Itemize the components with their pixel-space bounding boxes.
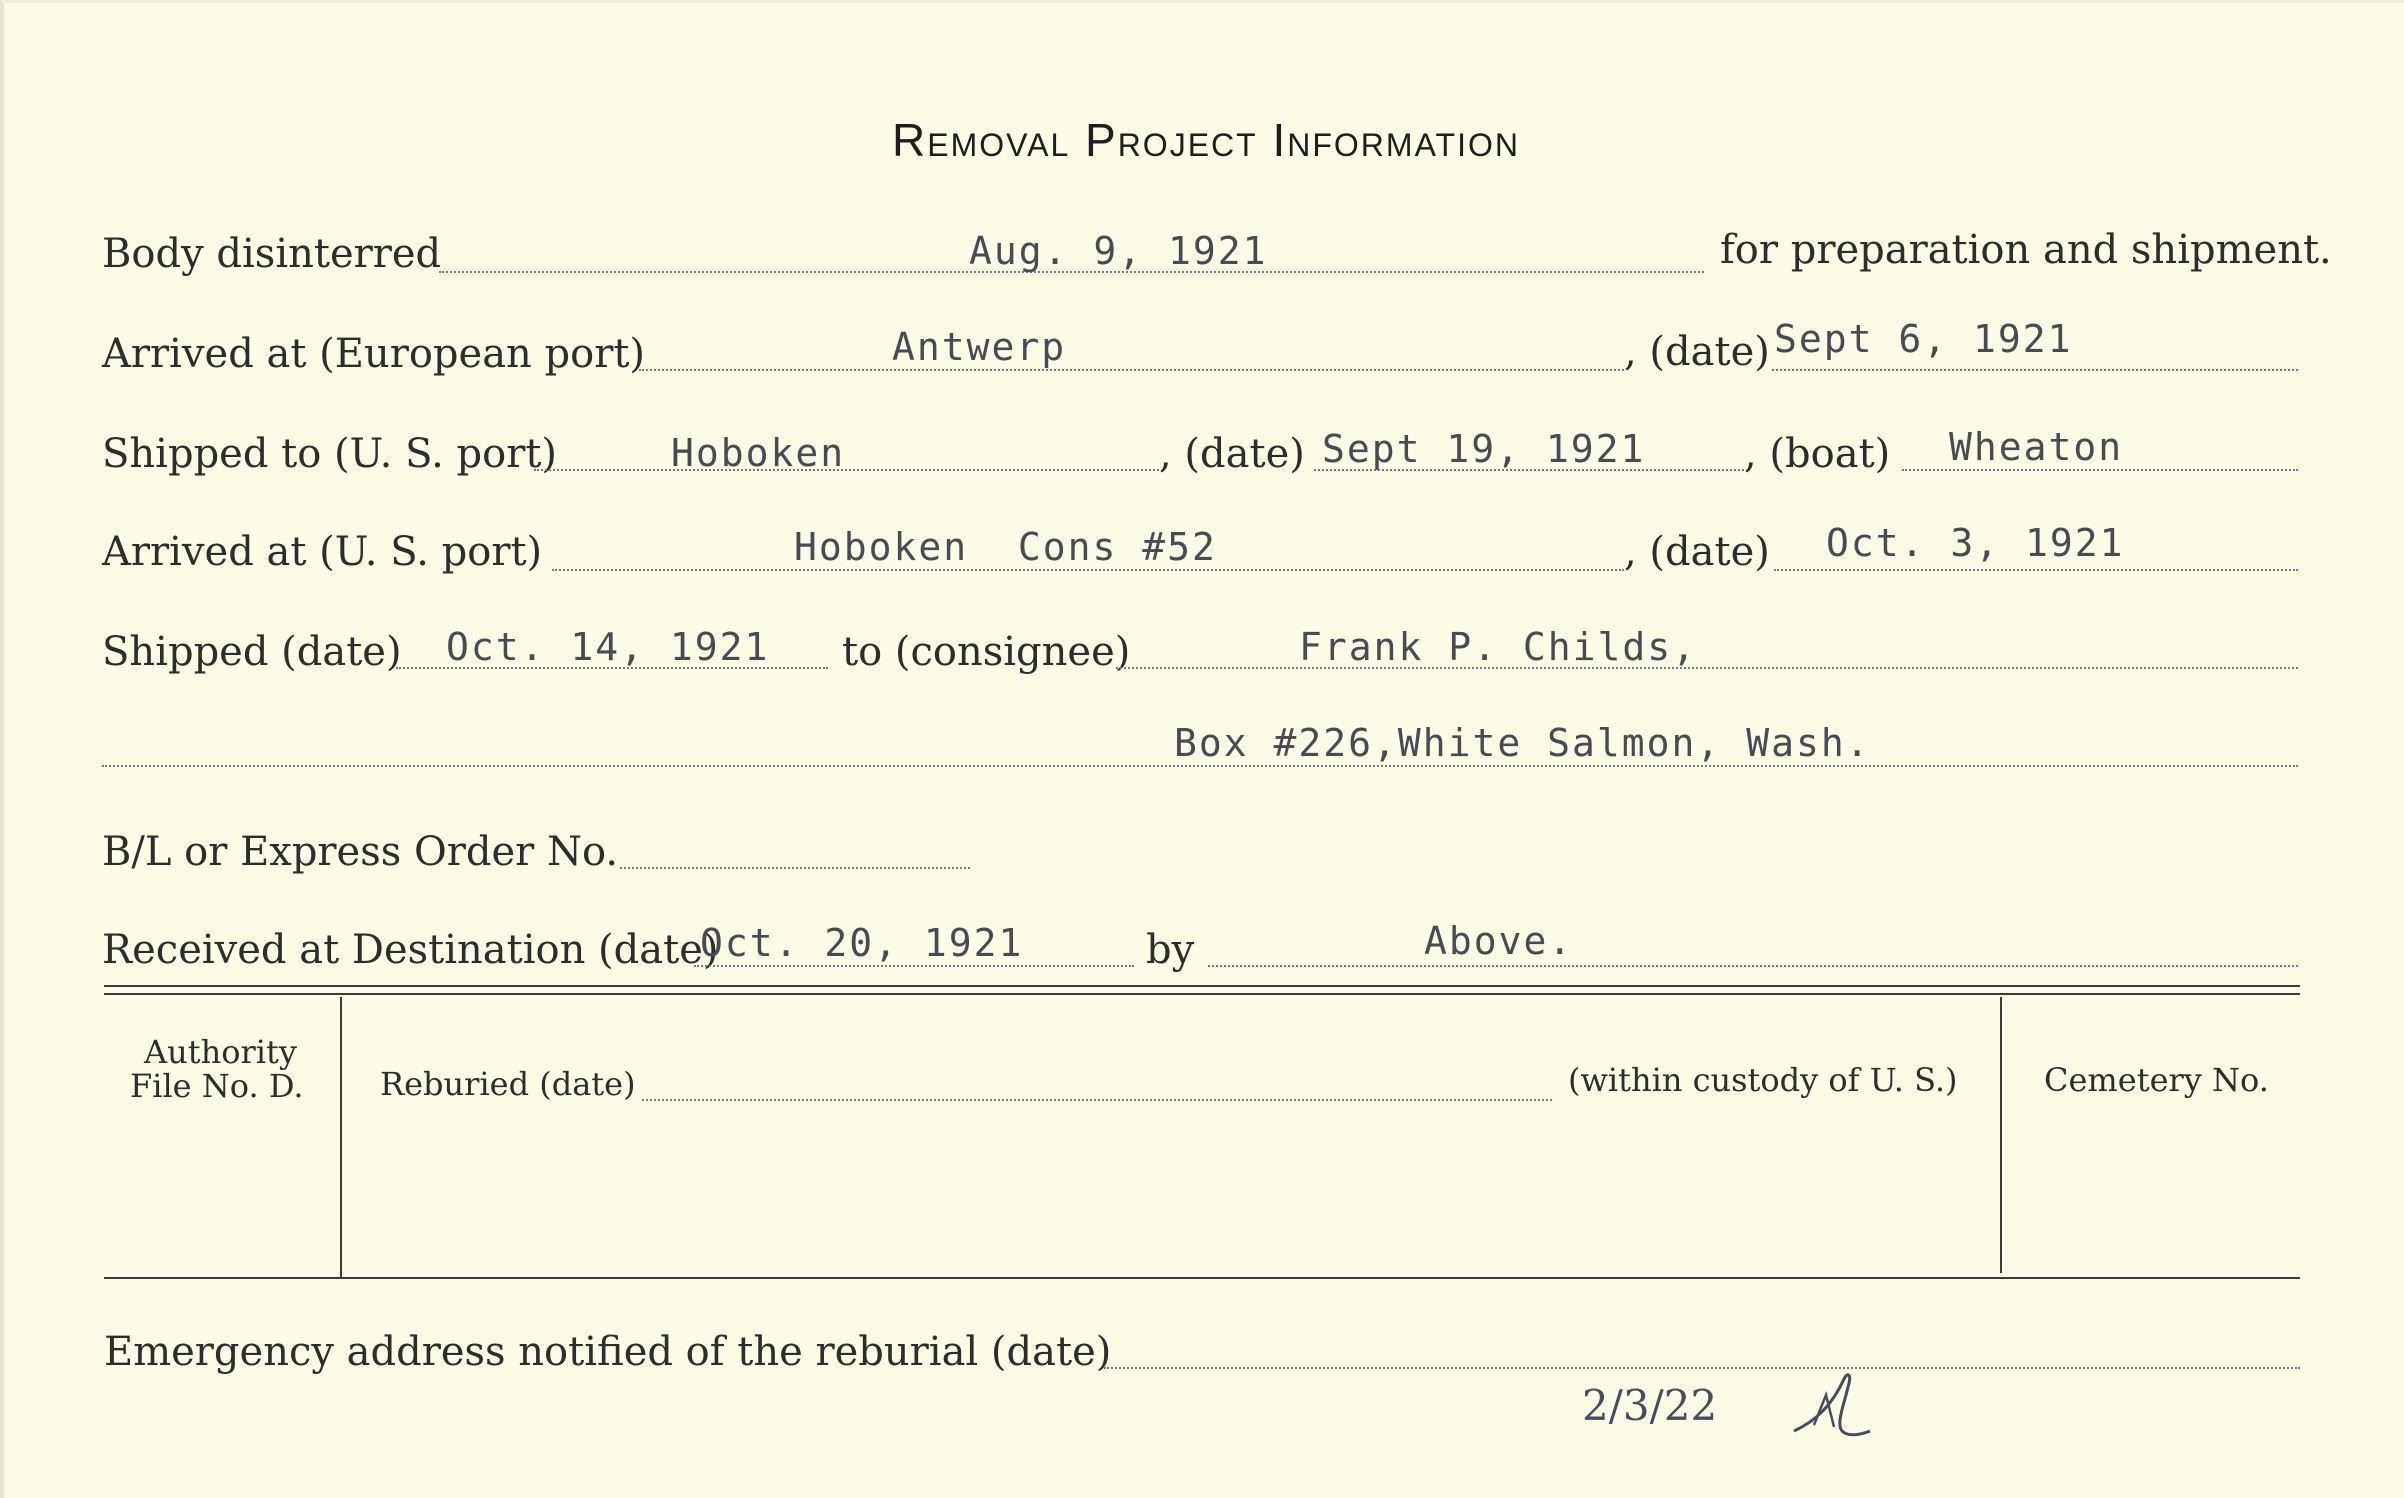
us-port-date-label: , (date) bbox=[1159, 431, 1305, 477]
footer-date: 2/3/22 bbox=[1582, 1381, 1718, 1430]
arrived-us-line bbox=[552, 569, 1624, 571]
consignee-line bbox=[1116, 667, 2298, 669]
arrived-us-date-line bbox=[1774, 569, 2298, 571]
european-date-label: , (date) bbox=[1624, 329, 1770, 375]
table-divider-left bbox=[340, 997, 342, 1277]
received-date-line bbox=[694, 965, 1134, 967]
cemetery-label: Cemetery No. bbox=[2044, 1061, 2269, 1099]
by-label: by bbox=[1146, 927, 1195, 973]
address-line bbox=[102, 765, 2298, 767]
european-port-value: Antwerp bbox=[892, 325, 1067, 369]
shipped-date-label: Shipped (date) bbox=[102, 629, 402, 675]
us-port-value: Hoboken bbox=[671, 431, 846, 475]
emergency-label: Emergency address notified of the reburial (date) bbox=[104, 1329, 1112, 1375]
us-port-label: Shipped to (U. S. port) bbox=[102, 431, 557, 477]
us-port-line bbox=[534, 469, 1159, 471]
reburied-line bbox=[642, 1099, 1552, 1101]
authority-label: Authority bbox=[144, 1033, 297, 1071]
arrived-us-date-value: Oct. 3, 1921 bbox=[1826, 521, 2125, 565]
consignee-value: Frank P. Childs, bbox=[1299, 625, 1698, 669]
initials-signature-drawing bbox=[1786, 1365, 1876, 1445]
disinterred-value: Aug. 9, 1921 bbox=[969, 229, 1268, 273]
received-label: Received at Destination (date) bbox=[102, 927, 719, 973]
european-port-label: Arrived at (European port) bbox=[102, 331, 646, 377]
reburied-label: Reburied (date) bbox=[380, 1065, 636, 1103]
table-top-rule-1 bbox=[104, 985, 2300, 987]
arrived-us-value: Hoboken Cons #52 bbox=[794, 525, 1217, 569]
address-value: Box #226,White Salmon, Wash. bbox=[1174, 721, 1871, 765]
received-date-value: Oct. 20, 1921 bbox=[700, 921, 1024, 965]
by-value: Above. bbox=[1424, 919, 1574, 963]
european-date-value: Sept 6, 1921 bbox=[1774, 317, 2073, 361]
bl-label: B/L or Express Order No. bbox=[102, 829, 619, 875]
page-title: Removal Project Information bbox=[892, 114, 1520, 166]
table-divider-right bbox=[2000, 997, 2002, 1273]
bl-line bbox=[620, 867, 970, 869]
consignee-label: to (consignee) bbox=[842, 629, 1131, 675]
initials-signature bbox=[1786, 1365, 1876, 1445]
arrived-us-label: Arrived at (U. S. port) bbox=[102, 529, 543, 575]
boat-label: , (boat) bbox=[1744, 431, 1891, 477]
boat-value: Wheaton bbox=[1949, 425, 2124, 469]
table-top-rule-2 bbox=[104, 993, 2300, 995]
disinterred-suffix: for preparation and shipment. bbox=[1720, 227, 2332, 273]
shipped-date-value: Oct. 14, 1921 bbox=[446, 625, 770, 669]
european-date-line bbox=[1772, 369, 2298, 371]
arrived-us-date-label: , (date) bbox=[1624, 529, 1770, 575]
custody-label: (within custody of U. S.) bbox=[1568, 1061, 1958, 1099]
emergency-line bbox=[1104, 1367, 2300, 1369]
european-port-line bbox=[639, 369, 1624, 371]
by-line bbox=[1208, 965, 2298, 967]
disinterred-label: Body disinterred bbox=[102, 231, 442, 277]
file-no-label: File No. D. bbox=[130, 1067, 304, 1105]
boat-line bbox=[1902, 469, 2298, 471]
table-bottom-rule bbox=[104, 1277, 2300, 1279]
us-port-date-value: Sept 19, 1921 bbox=[1322, 427, 1646, 471]
